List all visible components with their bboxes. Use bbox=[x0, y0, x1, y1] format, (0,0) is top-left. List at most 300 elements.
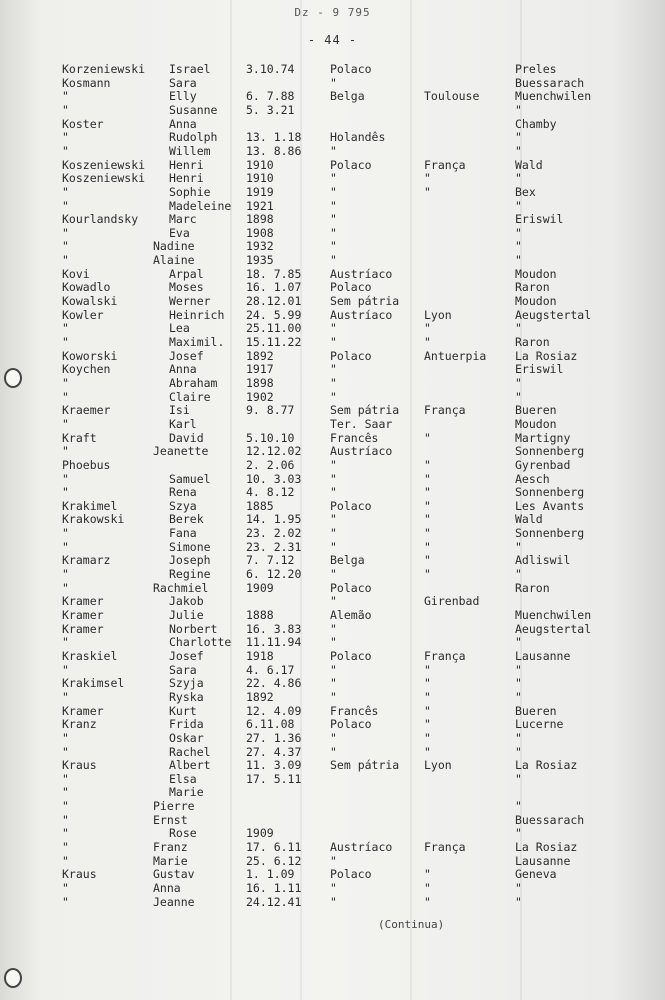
origin-cell: " bbox=[424, 717, 431, 732]
nationality-cell: Austríaco bbox=[330, 444, 393, 459]
birth-date-cell: 1. 1.09 bbox=[246, 867, 295, 882]
camp-cell: " bbox=[515, 171, 522, 186]
camp-cell: Les Avants bbox=[515, 498, 585, 513]
nationality-cell: Sem pátria bbox=[330, 294, 400, 309]
nationality-cell: " bbox=[330, 512, 337, 527]
birth-date-cell: 5. 3.21 bbox=[246, 102, 295, 117]
surname-cell: " bbox=[62, 526, 69, 541]
camp-cell: Bex bbox=[515, 184, 536, 199]
surname-cell: Koszeniewski bbox=[62, 157, 146, 172]
surname-cell: Kraemer bbox=[62, 403, 111, 418]
surname-cell: Koszeniewski bbox=[62, 171, 146, 186]
surname-cell: " bbox=[62, 225, 69, 240]
camp-cell: La Rosiaz bbox=[515, 840, 578, 855]
birth-date-cell: 3.10.74 bbox=[246, 62, 295, 76]
given-name-cell: Pierre bbox=[153, 799, 195, 814]
birth-date-cell: 23. 2.31 bbox=[246, 539, 302, 554]
surname-cell: " bbox=[62, 840, 69, 855]
nationality-cell: " bbox=[330, 362, 337, 377]
birth-date-cell: 24.12.41 bbox=[246, 894, 302, 909]
origin-cell: " bbox=[424, 553, 431, 568]
given-name-cell: Jakob bbox=[169, 594, 204, 609]
nationality-cell: " bbox=[330, 539, 337, 554]
birth-date-cell: 11. 3.09 bbox=[246, 758, 302, 773]
given-name-cell: Israel bbox=[169, 62, 211, 76]
nationality-cell: " bbox=[330, 853, 337, 868]
given-name-cell: Norbert bbox=[169, 621, 218, 636]
table-row bbox=[0, 308, 665, 322]
nationality-cell: Belga bbox=[330, 89, 365, 104]
surname-cell: " bbox=[62, 198, 69, 213]
given-name-cell: Moses bbox=[169, 280, 204, 295]
nationality-cell: Austríaco bbox=[330, 307, 393, 322]
nationality-cell: Ter. Saar bbox=[330, 416, 393, 431]
origin-cell: " bbox=[424, 526, 431, 541]
given-name-cell: Marc bbox=[169, 212, 197, 227]
camp-cell: Wald bbox=[515, 157, 543, 172]
surname-cell: " bbox=[62, 785, 69, 800]
table-row bbox=[0, 130, 665, 144]
given-name-cell: Fana bbox=[169, 526, 197, 541]
table-row bbox=[0, 854, 665, 868]
given-name-cell: Rudolph bbox=[169, 130, 218, 145]
camp-cell: " bbox=[515, 143, 522, 158]
table-row bbox=[0, 76, 665, 90]
given-name-cell: Madeleine bbox=[169, 198, 232, 213]
continuation-note: (Continua) bbox=[378, 918, 445, 931]
origin-cell: " bbox=[424, 744, 431, 759]
table-row bbox=[0, 799, 665, 813]
camp-cell: " bbox=[515, 321, 522, 336]
birth-date-cell: 15.11.22 bbox=[246, 335, 302, 349]
given-name-cell: David bbox=[169, 430, 204, 445]
table-row bbox=[0, 649, 665, 663]
surname-cell: " bbox=[62, 689, 69, 704]
nationality-cell: " bbox=[330, 184, 337, 199]
camp-cell: " bbox=[515, 894, 522, 909]
camp-cell: La Rosiaz bbox=[515, 348, 578, 363]
given-name-cell: Kurt bbox=[169, 703, 197, 718]
nationality-cell: " bbox=[330, 143, 337, 158]
given-name-cell: Sophie bbox=[169, 184, 211, 199]
camp-cell: Geneva bbox=[515, 867, 557, 882]
nationality-cell: " bbox=[330, 485, 337, 500]
given-name-cell: Samuel bbox=[169, 471, 211, 486]
surname-cell: Kramer bbox=[62, 608, 104, 622]
nationality-cell: Sem pátria bbox=[330, 758, 400, 773]
surname-cell: Krakimel bbox=[62, 498, 118, 513]
camp-cell: " bbox=[515, 635, 522, 650]
surname-cell: " bbox=[62, 730, 69, 745]
origin-cell: " bbox=[424, 676, 431, 691]
nationality-cell: " bbox=[330, 881, 337, 895]
table-row bbox=[0, 581, 665, 595]
nationality-cell: " bbox=[330, 567, 337, 582]
camp-cell: Gyrenbad bbox=[515, 457, 571, 472]
given-name-cell: Albert bbox=[169, 758, 211, 773]
camp-cell: " bbox=[515, 744, 522, 759]
surname-cell: " bbox=[62, 471, 69, 486]
given-name-cell: Anna bbox=[153, 881, 181, 895]
surname-cell: Koster bbox=[62, 116, 104, 131]
nationality-cell: Polaco bbox=[330, 498, 372, 513]
table-row bbox=[0, 199, 665, 213]
surname-cell: " bbox=[62, 321, 69, 336]
given-name-cell: Sara bbox=[169, 75, 197, 90]
camp-cell: Moudon bbox=[515, 294, 557, 309]
table-row bbox=[0, 280, 665, 294]
birth-date-cell: 12.12.02 bbox=[246, 444, 302, 459]
surname-cell: Kourlandsky bbox=[62, 212, 139, 227]
camp-cell: " bbox=[515, 771, 522, 786]
table-row bbox=[0, 499, 665, 513]
origin-cell: " bbox=[424, 512, 431, 527]
camp-cell: Bueren bbox=[515, 703, 557, 718]
camp-cell: " bbox=[515, 389, 522, 404]
nationality-cell: " bbox=[330, 689, 337, 704]
given-name-cell: Regine bbox=[169, 567, 211, 582]
birth-date-cell: 1910 bbox=[246, 171, 274, 186]
document-code: Dz - 9 795 bbox=[294, 6, 371, 19]
surname-cell: " bbox=[62, 662, 69, 677]
origin-cell: " bbox=[424, 894, 431, 909]
origin-cell: " bbox=[424, 335, 431, 349]
surname-cell: " bbox=[62, 744, 69, 759]
surname-cell: " bbox=[62, 485, 69, 500]
birth-date-cell: 1892 bbox=[246, 689, 274, 704]
given-name-cell: Eva bbox=[169, 225, 190, 240]
birth-date-cell: 11.11.94 bbox=[246, 635, 302, 650]
birth-date-cell: 1935 bbox=[246, 253, 274, 268]
table-row bbox=[0, 103, 665, 117]
origin-cell: " bbox=[424, 867, 431, 882]
page-number: - 44 - bbox=[307, 33, 358, 47]
birth-date-cell: 16. 3.83 bbox=[246, 621, 302, 636]
nationality-cell: " bbox=[330, 526, 337, 541]
surname-cell: " bbox=[62, 894, 69, 909]
nationality-cell: " bbox=[330, 744, 337, 759]
table-row bbox=[0, 881, 665, 895]
birth-date-cell: 27. 4.37 bbox=[246, 744, 302, 759]
birth-date-cell: 14. 1.95 bbox=[246, 512, 302, 527]
given-name-cell: Simone bbox=[169, 539, 211, 554]
surname-cell: " bbox=[62, 539, 69, 554]
camp-cell: Wald bbox=[515, 512, 543, 527]
nationality-cell: Polaco bbox=[330, 62, 372, 76]
nationality-cell: Polaco bbox=[330, 157, 372, 172]
surname-cell: " bbox=[62, 853, 69, 868]
surname-cell: " bbox=[62, 580, 69, 595]
table-row bbox=[0, 704, 665, 718]
nationality-cell: " bbox=[330, 621, 337, 636]
given-name-cell: Charlotte bbox=[169, 635, 232, 650]
table-row bbox=[0, 731, 665, 745]
birth-date-cell: 22. 4.86 bbox=[246, 676, 302, 691]
table-row bbox=[0, 540, 665, 554]
table-row bbox=[0, 349, 665, 363]
given-name-cell: Werner bbox=[169, 294, 211, 309]
given-name-cell: Karl bbox=[169, 416, 197, 431]
camp-cell: Muenchwilen bbox=[515, 608, 592, 622]
given-name-cell: Jeanne bbox=[153, 894, 195, 909]
camp-cell: Chamby bbox=[515, 116, 557, 131]
surname-cell: " bbox=[62, 102, 69, 117]
nationality-cell: Alemão bbox=[330, 608, 372, 622]
nationality-cell: " bbox=[330, 730, 337, 745]
table-row bbox=[0, 185, 665, 199]
origin-cell: " bbox=[424, 471, 431, 486]
birth-date-cell: 25.11.00 bbox=[246, 321, 302, 336]
birth-date-cell: 9. 8.77 bbox=[246, 403, 295, 418]
camp-cell: Muenchwilen bbox=[515, 89, 592, 104]
origin-cell: " bbox=[424, 539, 431, 554]
camp-cell: " bbox=[515, 689, 522, 704]
nationality-cell: Polaco bbox=[330, 648, 372, 663]
camp-cell: " bbox=[515, 799, 522, 814]
table-row bbox=[0, 472, 665, 486]
nationality-cell: Austríaco bbox=[330, 840, 393, 855]
birth-date-cell: 27. 1.36 bbox=[246, 730, 302, 745]
camp-cell: Lausanne bbox=[515, 853, 571, 868]
given-name-cell: Oskar bbox=[169, 730, 204, 745]
birth-date-cell: 16. 1.07 bbox=[246, 280, 302, 295]
given-name-cell: Maximil. bbox=[169, 335, 225, 349]
given-name-cell: Elly bbox=[169, 89, 197, 104]
birth-date-cell: 1932 bbox=[246, 239, 274, 254]
camp-cell: Raron bbox=[515, 335, 550, 349]
origin-cell: França bbox=[424, 840, 466, 855]
table-row bbox=[0, 485, 665, 499]
surname-cell: Kovi bbox=[62, 266, 90, 281]
given-name-cell: Henri bbox=[169, 157, 204, 172]
birth-date-cell: 6. 7.88 bbox=[246, 89, 295, 104]
given-name-cell: Franz bbox=[153, 840, 188, 855]
origin-cell: Lyon bbox=[424, 758, 452, 773]
birth-date-cell: 1888 bbox=[246, 608, 274, 622]
table-row bbox=[0, 335, 665, 349]
surname-cell: Kraft bbox=[62, 430, 97, 445]
table-row bbox=[0, 171, 665, 185]
origin-cell: " bbox=[424, 184, 431, 199]
camp-cell: Lucerne bbox=[515, 717, 564, 732]
birth-date-cell: 1919 bbox=[246, 184, 274, 199]
table-row bbox=[0, 526, 665, 540]
surname-cell: " bbox=[62, 826, 69, 841]
camp-cell: " bbox=[515, 567, 522, 582]
surname-cell: " bbox=[62, 130, 69, 145]
table-row bbox=[0, 717, 665, 731]
camp-cell: Buessarach bbox=[515, 812, 585, 827]
birth-date-cell: 4. 8.12 bbox=[246, 485, 295, 500]
surname-cell: Kramer bbox=[62, 621, 104, 636]
nationality-cell: " bbox=[330, 171, 337, 186]
camp-cell: Aesch bbox=[515, 471, 550, 486]
given-name-cell: Marie bbox=[169, 785, 204, 800]
surname-cell: Kranz bbox=[62, 717, 97, 732]
given-name-cell: Szyja bbox=[169, 676, 204, 691]
surname-cell: Kraskiel bbox=[62, 648, 118, 663]
surname-cell: Korzeniewski bbox=[62, 62, 146, 76]
table-row bbox=[0, 321, 665, 335]
birth-date-cell: 1909 bbox=[246, 826, 274, 841]
table-row bbox=[0, 117, 665, 131]
table-row bbox=[0, 444, 665, 458]
table-row bbox=[0, 676, 665, 690]
surname-cell: " bbox=[62, 799, 69, 814]
camp-cell: Bueren bbox=[515, 403, 557, 418]
camp-cell: " bbox=[515, 881, 522, 895]
origin-cell: Girenbad bbox=[424, 594, 480, 609]
given-name-cell: Marie bbox=[153, 853, 188, 868]
camp-cell: " bbox=[515, 130, 522, 145]
given-name-cell: Josef bbox=[169, 648, 204, 663]
birth-date-cell: 1918 bbox=[246, 648, 274, 663]
table-row bbox=[0, 867, 665, 881]
surname-cell: " bbox=[62, 567, 69, 582]
camp-cell: Lausanne bbox=[515, 648, 571, 663]
table-row bbox=[0, 745, 665, 759]
camp-cell: Adliswil bbox=[515, 553, 571, 568]
nationality-cell: Francês bbox=[330, 703, 379, 718]
camp-cell: Sonnenberg bbox=[515, 526, 585, 541]
given-name-cell: Lea bbox=[169, 321, 190, 336]
origin-cell: " bbox=[424, 321, 431, 336]
camp-cell: " bbox=[515, 730, 522, 745]
table-row bbox=[0, 267, 665, 281]
given-name-cell: Jeanette bbox=[153, 444, 209, 459]
birth-date-cell: 1921 bbox=[246, 198, 274, 213]
table-row bbox=[0, 362, 665, 376]
nationality-cell: Polaco bbox=[330, 348, 372, 363]
nationality-cell: " bbox=[330, 635, 337, 650]
camp-cell: Raron bbox=[515, 580, 550, 595]
surname-cell: " bbox=[62, 881, 69, 895]
origin-cell: " bbox=[424, 498, 431, 513]
table-row bbox=[0, 635, 665, 649]
given-name-cell: Susanne bbox=[169, 102, 218, 117]
camp-cell: Eriswil bbox=[515, 212, 564, 227]
given-name-cell: Abraham bbox=[169, 375, 218, 390]
surname-cell: " bbox=[62, 253, 69, 268]
given-name-cell: Joseph bbox=[169, 553, 211, 568]
birth-date-cell: 17. 6.11 bbox=[246, 840, 302, 855]
surname-cell: " bbox=[62, 143, 69, 158]
nationality-cell: Polaco bbox=[330, 867, 372, 882]
table-row bbox=[0, 758, 665, 772]
table-row bbox=[0, 690, 665, 704]
birth-date-cell: 5.10.10 bbox=[246, 430, 295, 445]
given-name-cell: Willem bbox=[169, 143, 211, 158]
camp-cell: Sonnenberg bbox=[515, 444, 585, 459]
origin-cell: " bbox=[424, 457, 431, 472]
camp-cell: " bbox=[515, 253, 522, 268]
camp-cell: " bbox=[515, 539, 522, 554]
birth-date-cell: 28.12.01 bbox=[246, 294, 302, 309]
given-name-cell: Rachmiel bbox=[153, 580, 209, 595]
given-name-cell: Anna bbox=[169, 116, 197, 131]
nationality-cell: " bbox=[330, 335, 337, 349]
camp-cell: La Rosiaz bbox=[515, 758, 578, 773]
birth-date-cell: 4. 6.17 bbox=[246, 662, 295, 677]
given-name-cell: Ryska bbox=[169, 689, 204, 704]
nationality-cell: Sem pátria bbox=[330, 403, 400, 418]
camp-cell: Moudon bbox=[515, 266, 557, 281]
surname-cell: " bbox=[62, 335, 69, 349]
given-name-cell: Claire bbox=[169, 389, 211, 404]
origin-cell: " bbox=[424, 662, 431, 677]
surname-cell: Kraus bbox=[62, 867, 97, 882]
table-row bbox=[0, 376, 665, 390]
birth-date-cell: 1898 bbox=[246, 375, 274, 390]
table-row bbox=[0, 62, 665, 76]
table-row bbox=[0, 663, 665, 677]
surname-cell: Kramer bbox=[62, 594, 104, 609]
surname-cell: Kramer bbox=[62, 703, 104, 718]
origin-cell: " bbox=[424, 703, 431, 718]
given-name-cell: Rose bbox=[169, 826, 197, 841]
birth-date-cell: 24. 5.99 bbox=[246, 307, 302, 322]
surname-cell: Kowalski bbox=[62, 294, 118, 309]
table-row bbox=[0, 253, 665, 267]
given-name-cell: Isi bbox=[169, 403, 190, 418]
birth-date-cell: 1908 bbox=[246, 225, 274, 240]
given-name-cell: Elsa bbox=[169, 771, 197, 786]
birth-date-cell: 18. 7.85 bbox=[246, 266, 302, 281]
nationality-cell: Polaco bbox=[330, 717, 372, 732]
origin-cell: " bbox=[424, 430, 431, 445]
camp-cell: " bbox=[515, 662, 522, 677]
table-row bbox=[0, 608, 665, 622]
nationality-cell: " bbox=[330, 225, 337, 240]
camp-cell: Aeugstertal bbox=[515, 621, 592, 636]
surname-cell: Koychen bbox=[62, 362, 111, 377]
table-row bbox=[0, 458, 665, 472]
camp-cell: Sonnenberg bbox=[515, 485, 585, 500]
camp-cell: " bbox=[515, 676, 522, 691]
birth-date-cell: 13. 8.86 bbox=[246, 143, 302, 158]
given-name-cell: Sara bbox=[169, 662, 197, 677]
given-name-cell: Rachel bbox=[169, 744, 211, 759]
camp-cell: Eriswil bbox=[515, 362, 564, 377]
nationality-cell: " bbox=[330, 321, 337, 336]
origin-cell: Antuerpia bbox=[424, 348, 487, 363]
birth-date-cell: 1910 bbox=[246, 157, 274, 172]
surname-cell: " bbox=[62, 184, 69, 199]
nationality-cell: " bbox=[330, 389, 337, 404]
origin-cell: " bbox=[424, 485, 431, 500]
given-name-cell: Alaine bbox=[153, 253, 195, 268]
camp-cell: Raron bbox=[515, 280, 550, 295]
given-name-cell: Heinrich bbox=[169, 307, 225, 322]
nationality-cell: " bbox=[330, 253, 337, 268]
birth-date-cell: 1885 bbox=[246, 498, 274, 513]
table-row bbox=[0, 826, 665, 840]
camp-cell: Aeugstertal bbox=[515, 307, 592, 322]
birth-date-cell: 6.11.08 bbox=[246, 717, 295, 732]
nationality-cell: " bbox=[330, 894, 337, 909]
origin-cell: " bbox=[424, 567, 431, 582]
nationality-cell: " bbox=[330, 676, 337, 691]
birth-date-cell: 1909 bbox=[246, 580, 274, 595]
nationality-cell: " bbox=[330, 375, 337, 390]
table-row bbox=[0, 785, 665, 799]
table-row bbox=[0, 622, 665, 636]
table-row bbox=[0, 239, 665, 253]
given-name-cell: Josef bbox=[169, 348, 204, 363]
birth-date-cell: 1892 bbox=[246, 348, 274, 363]
nationality-cell: " bbox=[330, 471, 337, 486]
nationality-cell: Polaco bbox=[330, 280, 372, 295]
